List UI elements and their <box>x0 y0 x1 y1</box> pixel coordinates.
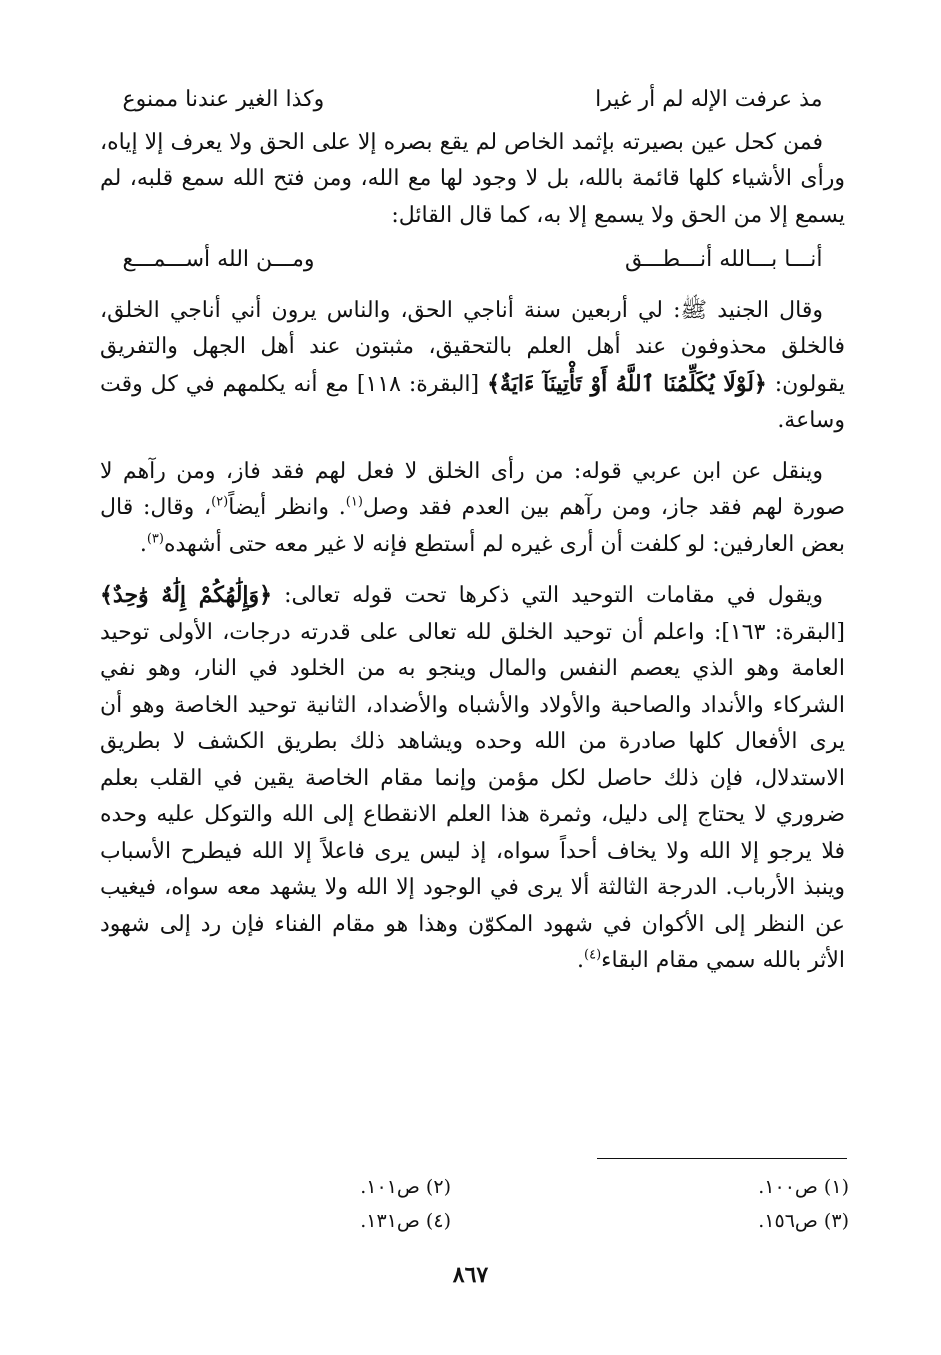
footnote-4: (٤) ص١٣١. <box>360 1210 451 1232</box>
poem-verse-2 <box>123 242 823 279</box>
poem-verse-1 <box>123 82 823 119</box>
quran-quote-2: ﴿وَإِلَٰهُكُمْ إِلَٰهٌ وَٰحِدٌ﴾ <box>100 582 273 608</box>
paragraph-3 <box>100 454 845 564</box>
paragraph-1: فمن كحل عين بصيرته بإثمد الخاص لم يقع بصره إلا على الحق ولا يعرف إلا إياه، ورأى الأشياء كلها قائمة بالله، بل لا وجود لها مع الله، ومن فتح الله سمع قلبه، لم يسمع إلا من الحق ولا يسمع إلا به، كما قال القائل: <box>100 129 845 228</box>
paragraph-2 <box>100 293 845 440</box>
paragraph-2-text-b: [البقرة: ١١٨] مع أنه يكلمهم في كل وقت وساعة. <box>100 371 845 433</box>
footnote-ref-4[interactable]: (٤) <box>584 947 602 963</box>
footnote-2: (٢) ص١٠١. <box>360 1176 451 1198</box>
paragraph-4-text-b: [البقرة: ١٦٣]: واعلم أن توحيد الخلق لله تعالى على قدرته درجات، الأولى توحيد العامة وهو الذي يعصم النفس والمال وينجو به من الخلود في النار، وهو نفي الشركاء والأنداد والصاحبة والأولاد والأشباه والأضداد، الثانية توحيد الخاصة وهو أن يرى الأفعال كلها صادرة من الله وحده ويشاهد ذلك بطريق الكشف لا بطريق الاستدلال، فإن ذلك حاصل لكل مؤمن وإنما مقام الخاصة يقين في القلب بعلم ضروري لا يحتاج إلى دليل، وثمرة هذا العلم الانقطاع إلى الله والتوكل عليه وحده فلا يرجو إلا الله ولا يخاف أحداً سواه، إذ ليس يرى فاعلاً إلا الله فيطرح الأسباب وينبذ الأرباب. الدرجة الثالثة ألا يرى في الوجود إلا الله ولا يشهد معه سواه، فيغيب عن النظر إلى الأكوان في شهود المكوّن وهذا هو مقام الفناء فإن رد إلى شهود الأثر بالله سمي مقام البقاء <box>100 619 845 973</box>
paragraph-3-text-d: . <box>139 531 147 557</box>
footnote-ref-2[interactable]: (٢) <box>211 494 229 510</box>
quran-quote-1: ﴿لَوْلَا يُكَلِّمُنَا ٱللَّهُ أَوْ تَأْتِينَآ ءَايَةٌ﴾ <box>487 370 767 397</box>
verse-1-first-hemistich: مذ عرفت الإله لم أر غيرا <box>595 87 823 112</box>
page-number: ٨٦٧ <box>452 1262 489 1288</box>
paragraph-3-text-b: . وانظر أيضاً <box>228 495 346 520</box>
verse-2-first-hemistich: أنـــا بـــالله أنـــطـــق <box>624 247 823 272</box>
paragraph-3-text-a: وينقل عن ابن عربي قوله: من رأى الخلق لا فعل لهم فقد فاز، ومن رآهم لا صورة لهم فقد جاز، ومن رآهم بين العدم فقد وصل <box>100 458 846 520</box>
verse-1-second-hemistich: وكذا الغير عندنا ممنوع <box>122 87 325 112</box>
paragraph-3-text-c: ، وقال: قال بعض العارفين: لو كلفت أن أرى غيره لم أستطع فإنه لا غير معه حتى أشهده <box>100 495 845 557</box>
footnote-1: (١) ص١٠٠. <box>758 1176 849 1198</box>
footnote-3: (٣) ص١٥٦. <box>758 1210 849 1232</box>
footnote-ref-1[interactable]: (١) <box>345 494 363 510</box>
paragraph-4-text-c: . <box>577 948 584 973</box>
footnote-separator <box>597 1158 847 1159</box>
paragraph-2-text-a: وقال الجنيد ﷺ: لي أربعين سنة أناجي الحق، والناس يرون أني أناجي الخلق، فالخلق محذوفون عند أهل العلم بالتحقيق، مثبتون عند أهل الجهل والتفريق يقولون: <box>100 297 845 397</box>
verse-2-second-hemistich: ومـــن الله أســـمـــع <box>122 247 315 272</box>
paragraph-4 <box>100 577 845 980</box>
paragraph-4-text-a: ويقول في مقامات التوحيد التي ذكرها تحت قوله تعالى: <box>284 583 824 608</box>
page-body <box>100 70 845 988</box>
footnote-ref-3[interactable]: (٣) <box>146 531 164 547</box>
